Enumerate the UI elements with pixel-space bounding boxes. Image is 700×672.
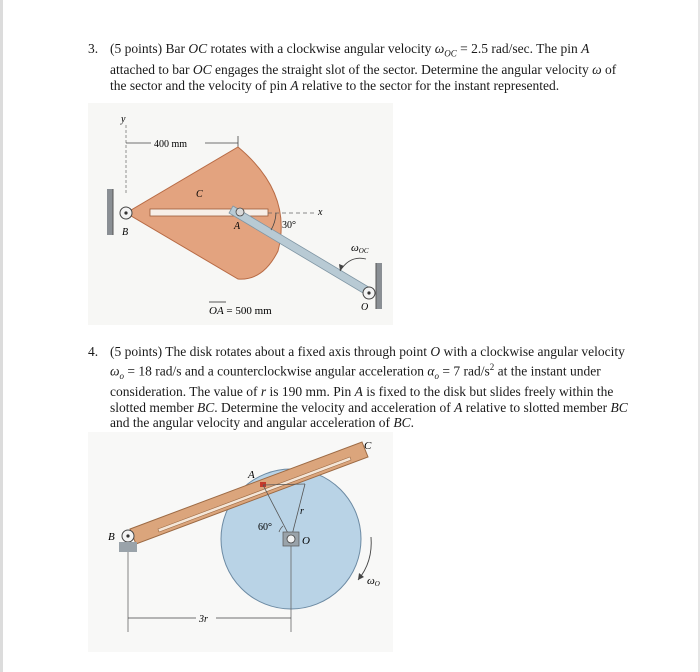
text-run: ω <box>592 62 602 78</box>
text-run: and the angular velocity and angular acceleration of <box>110 415 394 431</box>
problem-3-number: 3. <box>88 41 99 56</box>
pin-a <box>236 208 244 216</box>
text-run: at the instant under consideration. The value of <box>110 363 601 400</box>
pivot-b-center <box>124 211 127 214</box>
pivot-o <box>287 535 295 543</box>
problem-4-number: 4. <box>88 344 99 359</box>
text-run: O <box>430 344 441 359</box>
text-run: OC <box>444 48 457 59</box>
support-b <box>119 542 137 552</box>
label-c: C <box>364 440 372 452</box>
text-run: BC <box>196 399 215 415</box>
text-run: r <box>260 384 267 400</box>
text-run: α <box>427 363 435 378</box>
text-run: o <box>119 370 125 381</box>
text-run: OC <box>192 62 212 78</box>
label-b: B <box>122 227 129 238</box>
text-run: . Determine the velocity and acceleration of <box>214 399 455 415</box>
omega-subscript: O <box>374 580 380 588</box>
text-run: A <box>581 41 590 56</box>
label-a: A <box>234 221 241 232</box>
caption-value: = 500 mm <box>223 305 272 317</box>
y-axis-label: y <box>121 114 126 125</box>
text-run: = 2.5 rad/sec. The pin <box>456 41 582 56</box>
label-o: O <box>302 535 310 547</box>
sector-diagram <box>88 103 393 325</box>
text-run: OC <box>188 41 208 56</box>
text-run: ω <box>434 41 445 56</box>
text-run: 2 <box>489 361 495 372</box>
angle-label: 60° <box>258 522 272 533</box>
text-run: = 18 rad/s and a counterclockwise angular acceleration <box>124 363 428 378</box>
text-run: is fixed to the disk but slides freely within the slotted member <box>110 384 614 415</box>
caption <box>209 305 272 317</box>
text-run: o <box>434 370 439 381</box>
text-run: A <box>354 384 363 400</box>
text-run: relative to slotted member <box>462 399 611 415</box>
problem-3-statement <box>110 41 630 93</box>
text-run: (5 points) Bar <box>110 41 189 56</box>
x-axis-label: x <box>318 207 323 218</box>
text-run: BC <box>393 415 411 431</box>
text-run: (5 points) The disk rotates about a fixed axis through point <box>110 344 431 359</box>
text-run: engages the straight slot of the sector. Determine the angular velocity <box>211 62 593 78</box>
text-run: attached to bar <box>110 62 193 78</box>
disk-figure <box>88 432 393 652</box>
omega-subscript: OC <box>358 247 369 255</box>
text-run: A <box>454 399 463 415</box>
text-run <box>444 49 457 59</box>
text-run: is 190 mm. Pin <box>266 384 355 400</box>
omega-symbol: ω <box>351 242 359 254</box>
disk-diagram <box>88 432 393 652</box>
text-run: ω <box>110 363 120 378</box>
text-run: = 7 rad/s <box>439 363 490 378</box>
omega-symbol: ω <box>367 575 375 587</box>
label-b: B <box>108 531 115 543</box>
text-run: A <box>290 77 299 93</box>
sector-figure <box>88 103 393 325</box>
page-edge <box>0 0 3 672</box>
text-run: of the sector and the velocity of pin <box>110 62 617 93</box>
angle-label: 30° <box>282 220 296 231</box>
label-c: C <box>196 189 203 200</box>
pivot-b-center <box>126 534 129 537</box>
problem-4-statement <box>110 344 630 431</box>
label-r: r <box>300 506 304 517</box>
text-run: relative to the sector for the instant represented. <box>298 77 560 93</box>
text-run: rotates with a clockwise angular velocity <box>207 41 435 56</box>
pivot-o-center <box>367 291 370 294</box>
caption-oa: OA <box>209 305 224 317</box>
label-o: O <box>361 302 369 313</box>
text-run: with a clockwise angular velocity <box>440 344 625 359</box>
pin-a <box>260 482 266 487</box>
dimension-label: 400 mm <box>154 139 188 150</box>
text-run: BC <box>610 399 628 415</box>
wall-b <box>107 189 113 235</box>
dimension-label: 3r <box>199 614 208 625</box>
text-run: . <box>410 415 415 431</box>
wall-o <box>376 263 382 309</box>
label-a: A <box>248 469 255 481</box>
sector-slot <box>150 209 268 216</box>
